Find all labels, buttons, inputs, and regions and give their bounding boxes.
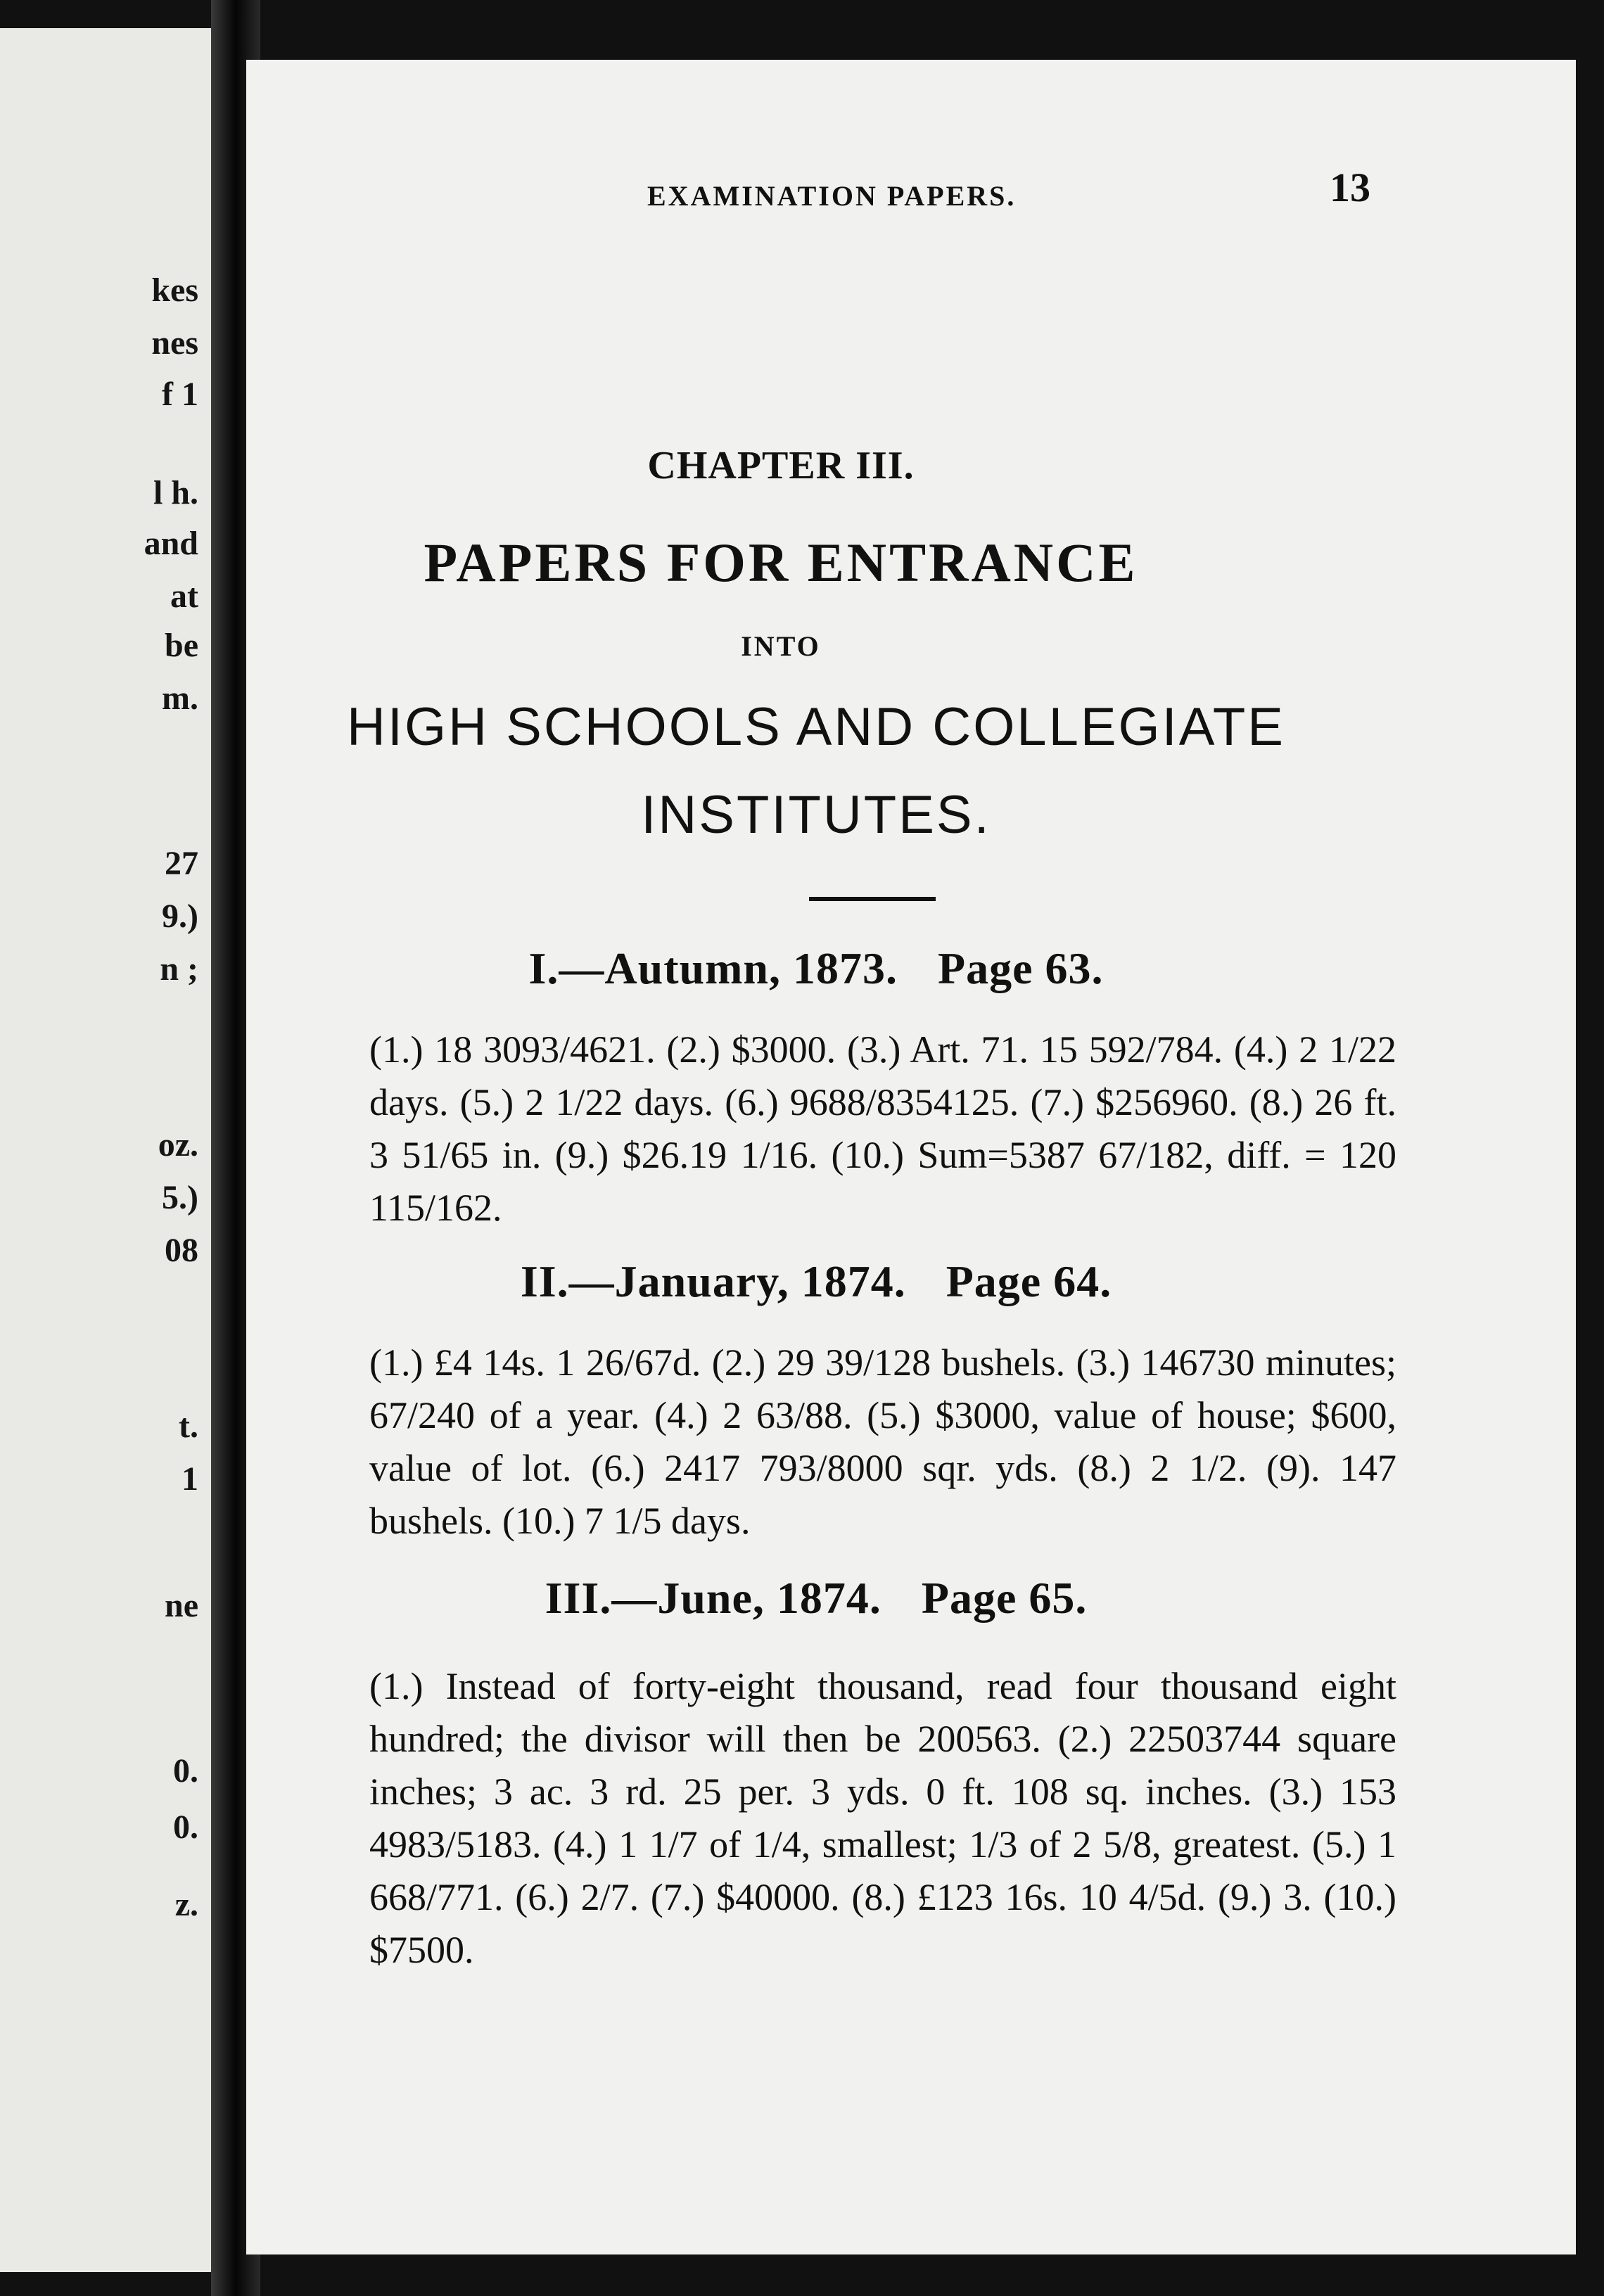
section-answers: (1.) £4 14s. 1 26/67d. (2.) 29 39/128 bushels. (3.) 146730 minutes; 67/240 of a year. (4.) 2 63/88. (5.) $3000, value of house; $600, value of lot. (6.) 2417 793/8000 sqr. yds. (8.) 2 1/2. (9). 147 bushels. (10.) 7 1/5 days. (369, 1341, 1396, 1542)
left-page-fragment: f 1 (162, 376, 198, 413)
section-page-ref: Page 63. (938, 943, 1104, 993)
left-page-fragment: 0. (173, 1752, 198, 1790)
section-answers: (1.) Instead of forty-eight thousand, read four thousand eight hundred; the divisor will then be 200563. (2.) 22503744 square inches; 3 ac. 3 rd. 25 per. 3 yds. 0 ft. 108 sq. inches. (3.) 153 4983/5183. (4.) 1 1/7 of 1/4, smallest; 1/3 of 2 5/8, greatest. (5.) 1 668/771. (6.) 2/7. (7.) $40000. (8.) £123 16s. 10 4/5d. (9.) 3. (10.) $7500. (369, 1665, 1396, 1971)
page-title: PAPERS FOR ENTRANCE (424, 532, 1138, 593)
subtitle-line-2: INSTITUTES. (641, 785, 991, 845)
running-head: EXAMINATION PAPERS. (647, 180, 1017, 212)
left-page-fragment: oz. (158, 1126, 198, 1163)
book-page (246, 60, 1576, 2254)
section-title: III.—June, 1874. (545, 1573, 881, 1623)
section-heading (246, 943, 1386, 995)
section-heading (246, 1572, 1386, 1624)
left-page-fragment: ne (165, 1587, 198, 1624)
left-page-edge (0, 28, 211, 2272)
section-title: I.—Autumn, 1873. (528, 943, 898, 993)
left-page-fragment: kes (151, 272, 198, 309)
left-page-fragment: 1 (182, 1460, 198, 1498)
section-page-ref: Page 64. (946, 1256, 1112, 1306)
left-page-fragment: 08 (165, 1232, 198, 1269)
left-page-fragment: m. (162, 680, 198, 717)
left-page-fragment: n ; (160, 950, 198, 988)
left-page-fragment: l h. (153, 474, 198, 511)
left-page-fragment: 5.) (162, 1179, 198, 1216)
section-page-ref: Page 65. (921, 1573, 1088, 1623)
left-page-fragment: 27 (165, 845, 198, 882)
left-page-fragment: t. (179, 1408, 198, 1445)
chapter-heading: CHAPTER III. (647, 444, 915, 487)
left-page-fragment: z. (174, 1886, 198, 1923)
left-page-fragment: nes (151, 324, 198, 362)
left-page-fragment: be (165, 627, 198, 664)
subtitle-line-1: HIGH SCHOOLS AND COLLEGIATE (347, 697, 1285, 757)
left-page-fragment: 9.) (162, 898, 198, 935)
left-page-fragment: and (144, 525, 198, 562)
page-number: 13 (1330, 165, 1370, 210)
into-label: INTO (741, 630, 821, 662)
divider-rule (809, 897, 936, 901)
left-page-fragment: at (170, 578, 198, 615)
section-answers: (1.) 18 3093/4621. (2.) $3000. (3.) Art. 71. 15 592/784. (4.) 2 1/22 days. (5.) 2 1/22 days. (6.) 9688/8354125. (7.) $256960. (8.) 26 ft. 3 51/65 in. (9.) $26.19 1/16. (10.) Sum=5387 67/182, diff. = 120 115/162. (369, 1028, 1396, 1229)
left-page-fragment: 0. (173, 1809, 198, 1846)
section-heading (246, 1256, 1386, 1308)
section-title: II.—January, 1874. (520, 1256, 906, 1306)
